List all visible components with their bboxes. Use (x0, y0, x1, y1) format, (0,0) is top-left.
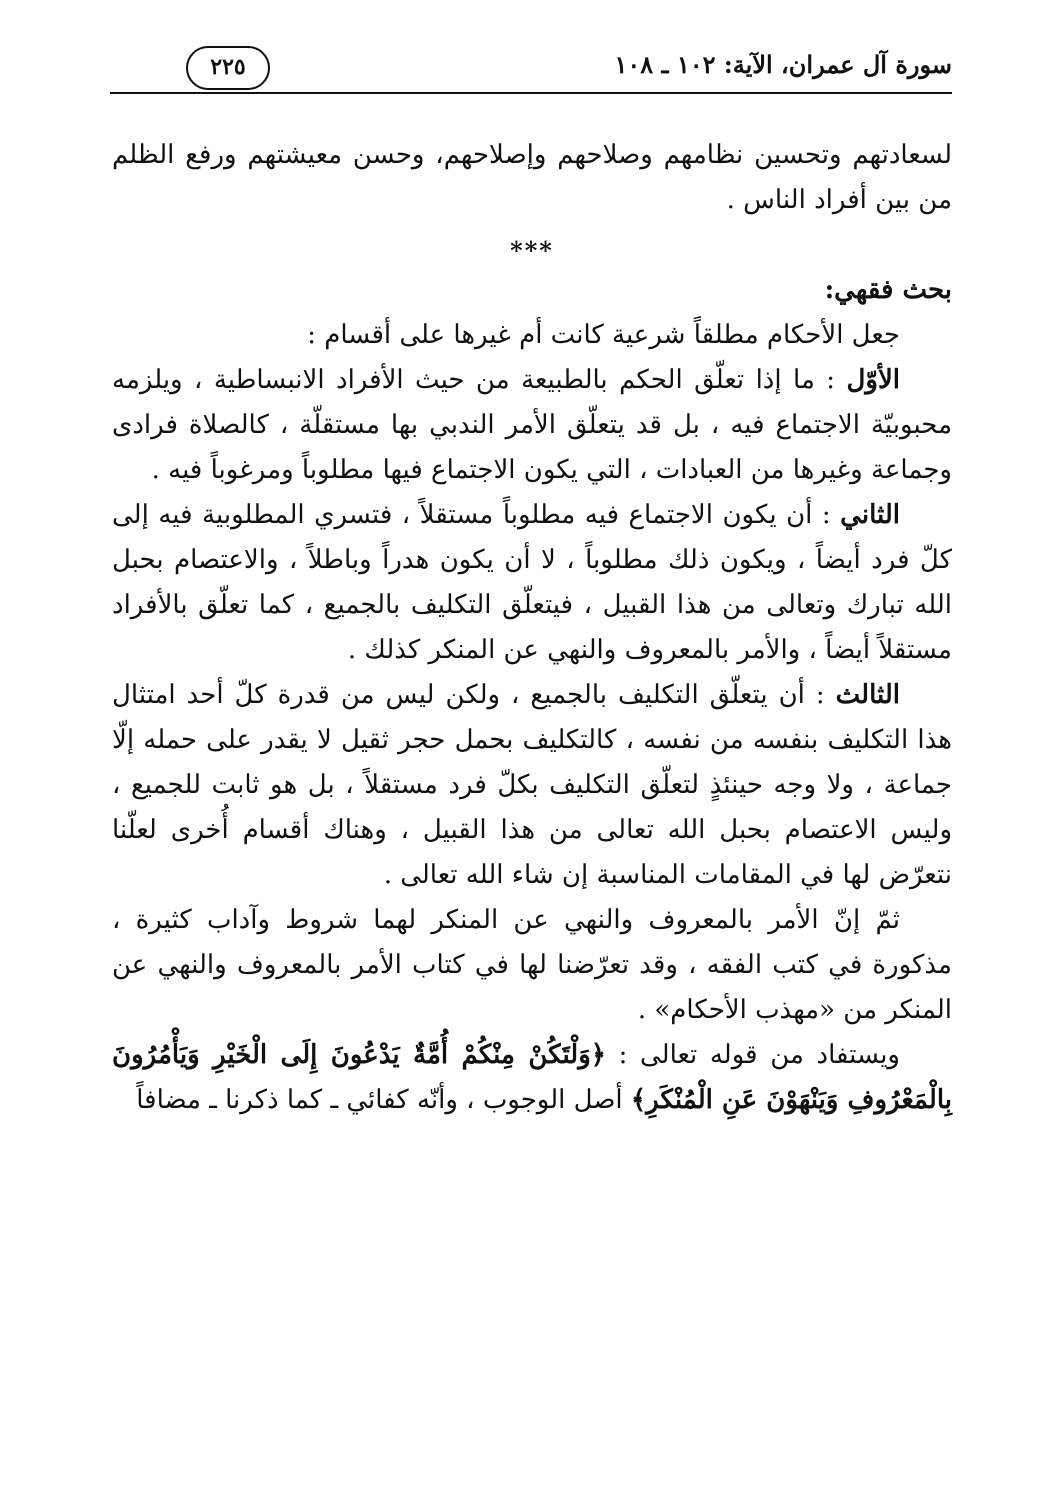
quran-verse: ﴿وَلْتَكُنْ مِنْكُمْ أُمَّةٌ يَدْعُونَ إِلَى الْخَيْرِ وَيَأْمُرُونَ بِالْمَعْرُوفِ وَيَنْهَوْنَ عَنِ الْمُنْكَرِ﴾ (112, 1040, 952, 1115)
page-number: ٢٢٥ (186, 46, 270, 90)
quran-prefix: ويستفاد من قوله تعالى : (606, 1040, 900, 1070)
section-intro: جعل الأحكام مطلقاً شرعية كانت أم غيرها على أقسام : (307, 320, 900, 350)
first-category-label: الأوّل (846, 365, 900, 395)
quran-paragraph (112, 1033, 952, 1123)
second-category-paragraph (112, 493, 952, 673)
third-category-text: : أن يتعلّق التكليف بالجميع ، ولكن ليس من قدرة كلّ أحد امتثال هذا التكليف بنفسه من نفسه ، كالتكليف بحمل حجر ثقيل لا يقدر على حمله إلّا جماعة ، ولا وجه حينئذٍ لتعلّق التكليف بكلّ فرد مستقلاً ، بل هو ثابت للجميع ، وليس الاعتصام بحبل الله تعالى من هذا القبيل ، وهناك أقسام أُخرى لعلّنا نتعرّض لها في المقامات المناسبة إن شاء الله تعالى . (112, 680, 952, 890)
section-heading: بحث فقهي: (824, 275, 952, 305)
second-category-label: الثاني (840, 500, 900, 530)
conditions-paragraph: ثمّ إنّ الأمر بالمعروف والنهي عن المنكر لهما شروط وآداب كثيرة ، مذكورة في كتب الفقه ، وقد تعرّضنا لها في كتاب الأمر بالمعروف والنهي عن المنكر من «مهذب الأحكام» . (112, 905, 952, 1025)
running-title: سورة آل عمران، الآية: ١٠٢ ـ ١٠٨ (614, 50, 952, 79)
body-text (112, 133, 952, 1123)
first-category-paragraph (112, 358, 952, 493)
header-rule (110, 92, 952, 94)
intro-paragraph: لسعادتهم وتحسين نظامهم وصلاحهم وإصلاحهم، وحسن معيشتهم ورفع الظلم من بين أفراد الناس . (112, 140, 952, 215)
second-category-text: : أن يكون الاجتماع فيه مطلوباً مستقلاً ، فتسري المطلوبية فيه إلى كلّ فرد أيضاً ، ويكون ذلك مطلوباً ، لا أن يكون هدراً وباطلاً ، والاعتصام بحبل الله تبارك وتعالى من هذا القبيل ، فيتعلّق التكليف بالجميع ، كما تعلّق بالأفراد مستقلاً أيضاً ، والأمر بالمعروف والنهي عن المنكر كذلك . (112, 500, 952, 665)
section-separator: *** (510, 236, 554, 265)
third-category-label: الثالث (835, 680, 900, 710)
page-header (110, 42, 952, 94)
quran-suffix: أصل الوجوب ، وأنّه كفائي ـ كما ذكرنا ـ مضافاً (136, 1085, 631, 1115)
third-category-paragraph (112, 673, 952, 898)
first-category-text: : ما إذا تعلّق الحكم بالطبيعة من حيث الأفراد الانبساطية ، ويلزمه محبوبيّة الاجتماع فيه ، بل قد يتعلّق الأمر الندبي بها مستقلّة ، كالصلاة فرادى وجماعة وغيرها من العبادات ، التي يكون الاجتماع فيها مطلوباً ومرغوباً فيه . (112, 365, 952, 485)
